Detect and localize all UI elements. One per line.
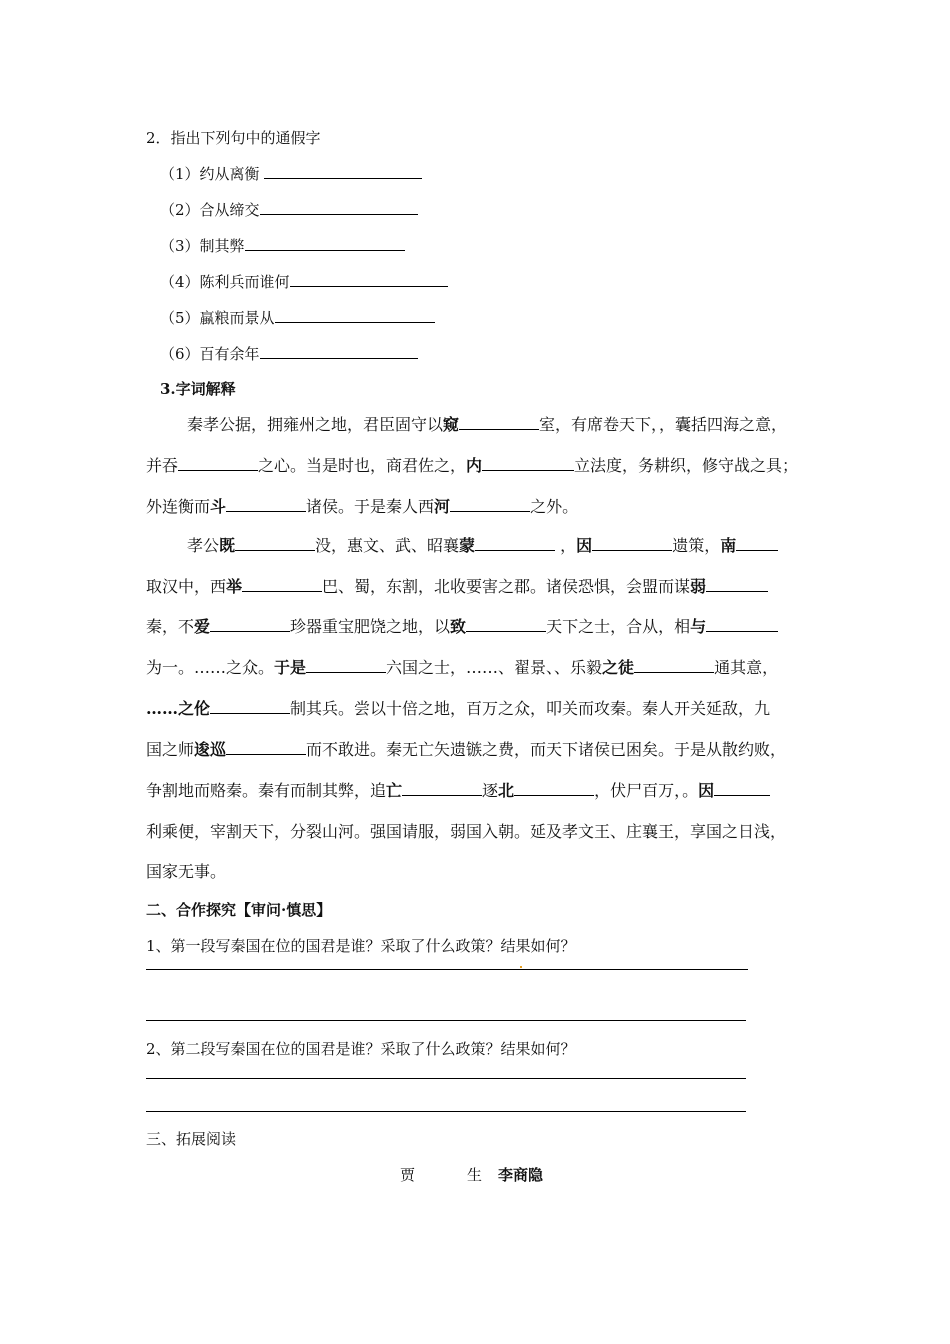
answer-blank[interactable] — [226, 497, 306, 512]
answer-blank[interactable] — [514, 781, 594, 796]
answer-line[interactable] — [146, 1078, 746, 1079]
answer-blank[interactable] — [178, 456, 258, 471]
passage-line: 国之师逡巡 而不敢进。秦无亡矢遗镞之费，而天下诸侯已困矣。于是从散约败， — [146, 740, 787, 759]
exercise-item: （1）约从离衡 — [160, 164, 422, 184]
answer-blank[interactable] — [706, 577, 768, 592]
passage-line: 孝公既 没，惠文、武、昭襄蒙 ，因 遗策，南 — [187, 536, 778, 556]
answer-blank[interactable] — [592, 536, 672, 551]
exercise-item: （3）制其弊 — [160, 236, 405, 256]
passage-line: 利乘便，宰割天下，分裂山河。强国请服，弱国入朝。延及孝文王、庄襄王，享国之日浅， — [146, 822, 787, 841]
section3-title: 3.字词解释 — [160, 380, 236, 398]
passage-line: 外连衡而斗 诸侯。于是秦人西河 之外。 — [146, 497, 579, 516]
answer-blank[interactable] — [736, 536, 778, 551]
answer-blank[interactable] — [714, 781, 770, 796]
exercise-item: （4）陈利兵而谁何 — [160, 272, 448, 292]
answer-blank[interactable] — [210, 617, 290, 632]
answer-blank[interactable] — [275, 308, 435, 323]
answer-blank[interactable] — [482, 456, 574, 471]
passage-line: 并吞 之心。当是时也，商君佐之，内 立法度，务耕织，修守战之具； — [146, 456, 799, 475]
answer-blank[interactable] — [235, 536, 315, 551]
answer-blank[interactable] — [634, 658, 714, 673]
passage-line: 为一。……之众。于是 六国之士，……、翟景、、乐毅之徒 通其意， — [146, 658, 779, 677]
poem-title: 贾 生 李商隐 — [400, 1166, 544, 1184]
answer-blank[interactable] — [260, 200, 418, 215]
answer-blank[interactable] — [245, 236, 405, 251]
exercise-item: （2）合从缔交 — [160, 200, 418, 220]
answer-blank[interactable] — [466, 617, 546, 632]
answer-blank[interactable] — [264, 164, 422, 179]
answer-blank[interactable] — [226, 740, 306, 755]
exercise-item: （6）百有余年 — [160, 344, 418, 364]
poem-author: 李商隐 — [498, 1166, 544, 1184]
answer-blank[interactable] — [260, 344, 418, 359]
answer-blank[interactable] — [242, 577, 322, 592]
answer-line[interactable] — [146, 1111, 746, 1112]
exercise-item: （5）蠃粮而景从 — [160, 308, 435, 328]
question-2: 2、第二段写秦国在位的国君是谁？采取了什么政策？结果如何？ — [146, 1040, 576, 1058]
stray-dot — [520, 966, 522, 968]
answer-blank[interactable] — [450, 497, 530, 512]
answer-line[interactable] — [146, 969, 748, 970]
answer-blank[interactable] — [402, 781, 482, 796]
passage-line: 争割地而赂秦。秦有而制其弊，追亡 逐北 ，伏尸百万，。因 — [146, 781, 770, 801]
part3-title: 三、拓展阅读 — [146, 1130, 237, 1148]
answer-blank[interactable] — [459, 415, 539, 430]
passage-line: ……之伦 制其兵。尝以十倍之地，百万之众，叩关而攻秦。秦人开关延敌，九 — [146, 699, 771, 718]
answer-blank[interactable] — [475, 536, 555, 551]
answer-blank[interactable] — [290, 272, 448, 287]
answer-blank[interactable] — [210, 699, 290, 714]
part2-title: 二、合作探究【审问·慎思】 — [146, 901, 332, 919]
passage-line: 秦孝公据，拥雍州之地，君臣固守以窥 室，有席卷天下，，囊括四海之意， — [187, 415, 788, 434]
answer-blank[interactable] — [706, 617, 778, 632]
section2-title: 2．指出下列句中的通假字 — [146, 129, 321, 147]
passage-line: 国家无事。 — [146, 862, 227, 881]
answer-line[interactable] — [146, 1020, 746, 1021]
passage-line: 秦，不爱 珍器重宝肥饶之地，以致 天下之士，合从，相与 — [146, 617, 778, 637]
passage-line: 取汉中，西举 巴、蜀，东割，北收要害之郡。诸侯恐惧，会盟而谋弱 — [146, 577, 768, 597]
question-1: 1、第一段写秦国在位的国君是谁？采取了什么政策？结果如何？ — [146, 937, 576, 955]
answer-blank[interactable] — [306, 658, 386, 673]
